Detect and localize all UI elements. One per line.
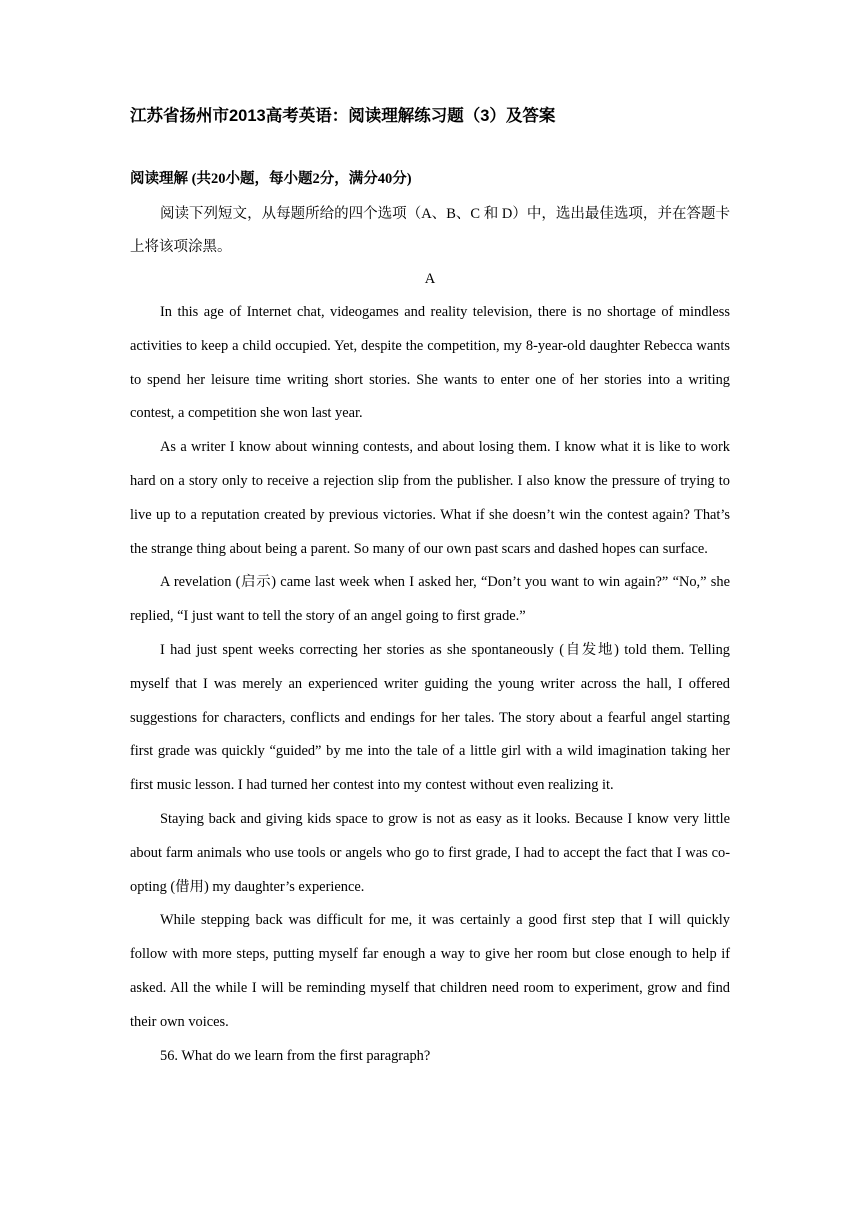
paragraph: Staying back and giving kids space to grow is not as easy as it looks. Because I know very little about farm animals who use tools or angels who go to first grade, I had to accept the fact that I was co-opting (借用) my daughter’s experience. xyxy=(130,810,730,895)
section-heading: 阅读理解 (共20小题，每小题2分，满分40分) xyxy=(130,171,412,187)
instructions-text: 阅读下列短文，从每题所给的四个选项（A、B、C 和 D）中，选出最佳选项，并在答题卡上将该项涂黑。 xyxy=(130,206,730,255)
paragraph: As a writer I know about winning contests, and about losing them. I know what it is like to work hard on a story only to receive a rejection slip from the publisher. I also know the pressure of trying to live up to a reputation created by previous victories. What if she doesn’t win the contest again? That’s the strange thing about being a parent. So many of our own past scars and dashed hopes can surface. xyxy=(130,439,730,557)
document-title: 江苏省扬州市2013高考英语：阅读理解练习题（3）及答案 xyxy=(130,107,556,125)
paragraph: In this age of Internet chat, videogames and reality television, there is no shortage of mindless activities to keep a child occupied. Yet, despite the competition, my 8-year-old daughter Rebecca wants to spend her leisure time writing short stories. She wants to enter one of her stories into a writing contest, a competition she won last year. xyxy=(130,304,730,422)
paragraph: A revelation (启示) came last week when I asked her, “Don’t you want to win again?” “No,” she replied, “I just want to tell the story of an angel going to first grade.” xyxy=(130,574,730,625)
question-text: 56. What do we learn from the first paragraph? xyxy=(160,1047,431,1064)
passage-body xyxy=(130,296,730,1073)
passage-label: A xyxy=(424,271,436,287)
paragraph: I had just spent weeks correcting her stories as she spontaneously (自发地) told them. Telling myself that I was merely an experienced writer guiding the young writer across the hall, I offered suggestions for characters, conflicts and endings for her tales. The story about a fearful angel starting first grade was quickly “guided” by me into the tale of a little girl with a wild imagination taking her first music lesson. I had turned her contest into my contest without even realizing it. xyxy=(130,641,730,794)
paragraph: While stepping back was difficult for me, it was certainly a good first step that I will quickly follow with more steps, putting myself far enough a way to give her room but close enough to help if asked. All the while I will be reminding myself that children need room to experiment, grow and find their own voices. xyxy=(130,912,730,1030)
